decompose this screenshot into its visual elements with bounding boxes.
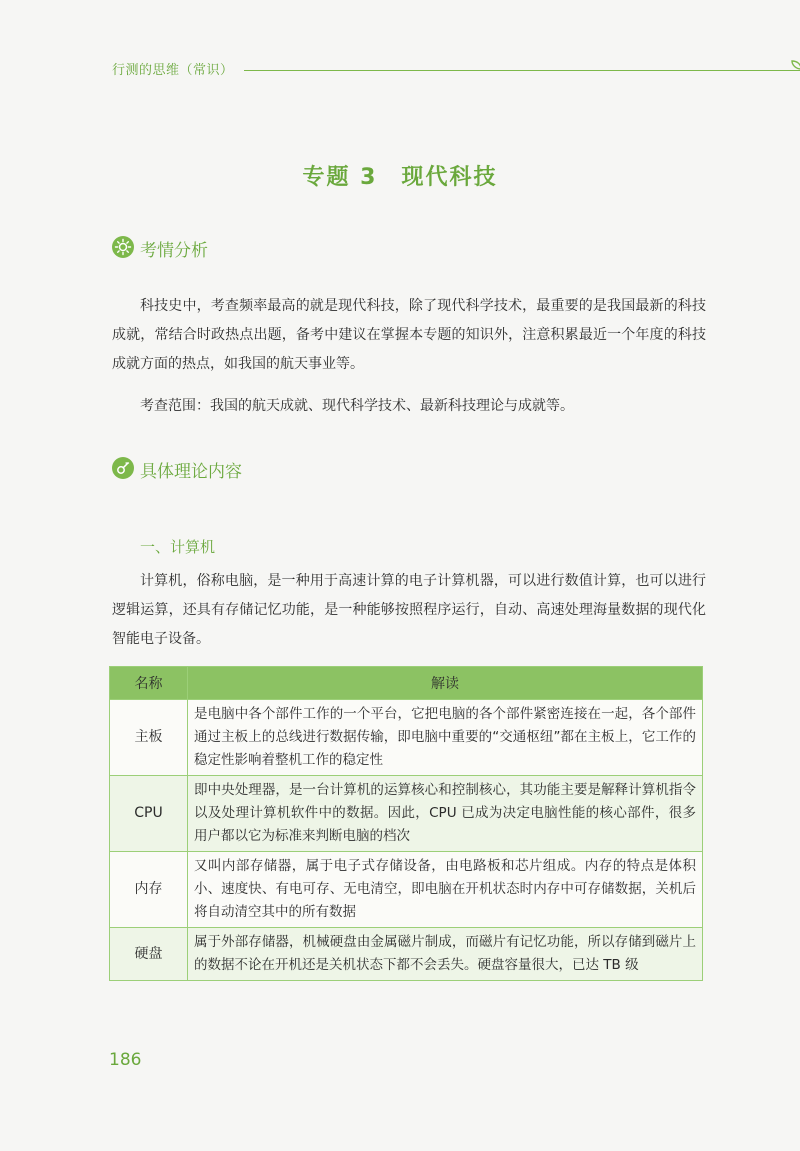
subheading-computer: 一、计算机 [140, 538, 216, 556]
analysis-paragraph-2: 考查范围：我国的航天成就、现代科学技术、最新科技理论与成就等。 [140, 398, 574, 414]
components-table [109, 666, 703, 981]
analysis-paragraph-1: 科技史中，考查频率最高的就是现代科技，除了现代科学技术，最重要的是我国最新的科技成就，常结合时政热点出题，备考中建议在掌握本专题的知识外，注意积累最近一个年度的科技成就方面的热点，如我国的航天事业等。 [112, 298, 706, 372]
pen-icon [112, 457, 134, 479]
topic-number: 专题 3 [302, 165, 378, 190]
column-header-name: 名称 [110, 667, 188, 700]
header-title: 行测的思维（常识） [112, 63, 234, 78]
column-header-desc: 解读 [188, 667, 703, 700]
row-desc: 属于外部存储器，机械硬盘由金属磁片制成，而磁片有记忆功能，所以存储到磁片上的数据不论在开机还是关机状态下都不会丢失。硬盘容量很大，已达 TB 级 [188, 928, 703, 981]
topic-name: 现代科技 [401, 165, 498, 190]
table-header-row [110, 667, 703, 700]
sun-icon [112, 236, 134, 258]
row-name: CPU [110, 776, 188, 852]
row-desc: 又叫内部存储器，属于电子式存储设备，由电路板和芯片组成。内存的特点是体积小、速度快、有电可存、无电清空，即电脑在开机状态时内存中可存储数据，关机后将自动清空其中的所有数据 [188, 852, 703, 928]
page-number: 186 [109, 1050, 142, 1070]
row-name: 硬盘 [110, 928, 188, 981]
row-desc: 即中央处理器，是一台计算机的运算核心和控制核心，其功能主要是解释计算机指令以及处理计算机软件中的数据。因此，CPU 已成为决定电脑性能的核心部件，很多用户都以它为标准来判断电脑的档次 [188, 776, 703, 852]
running-header [112, 56, 712, 86]
table-row [110, 776, 703, 852]
table-row [110, 852, 703, 928]
row-name: 内存 [110, 852, 188, 928]
row-name: 主板 [110, 700, 188, 776]
section-label: 具体理论内容 [140, 462, 242, 482]
section-label: 考情分析 [140, 241, 208, 261]
computer-paragraph: 计算机，俗称电脑，是一种用于高速计算的电子计算机器，可以进行数值计算，也可以进行逻辑运算，还具有存储记忆功能，是一种能够按照程序运行，自动、高速处理海量数据的现代化智能电子设备。 [112, 573, 706, 647]
header-rule [244, 70, 800, 71]
sprout-icon [788, 56, 800, 82]
topic-title [0, 160, 800, 191]
table-row [110, 928, 703, 981]
row-desc: 是电脑中各个部件工作的一个平台，它把电脑的各个部件紧密连接在一起，各个部件通过主板上的总线进行数据传输，即电脑中重要的“交通枢纽”都在主板上，它工作的稳定性影响着整机工作的稳定性 [188, 700, 703, 776]
table-row [110, 700, 703, 776]
